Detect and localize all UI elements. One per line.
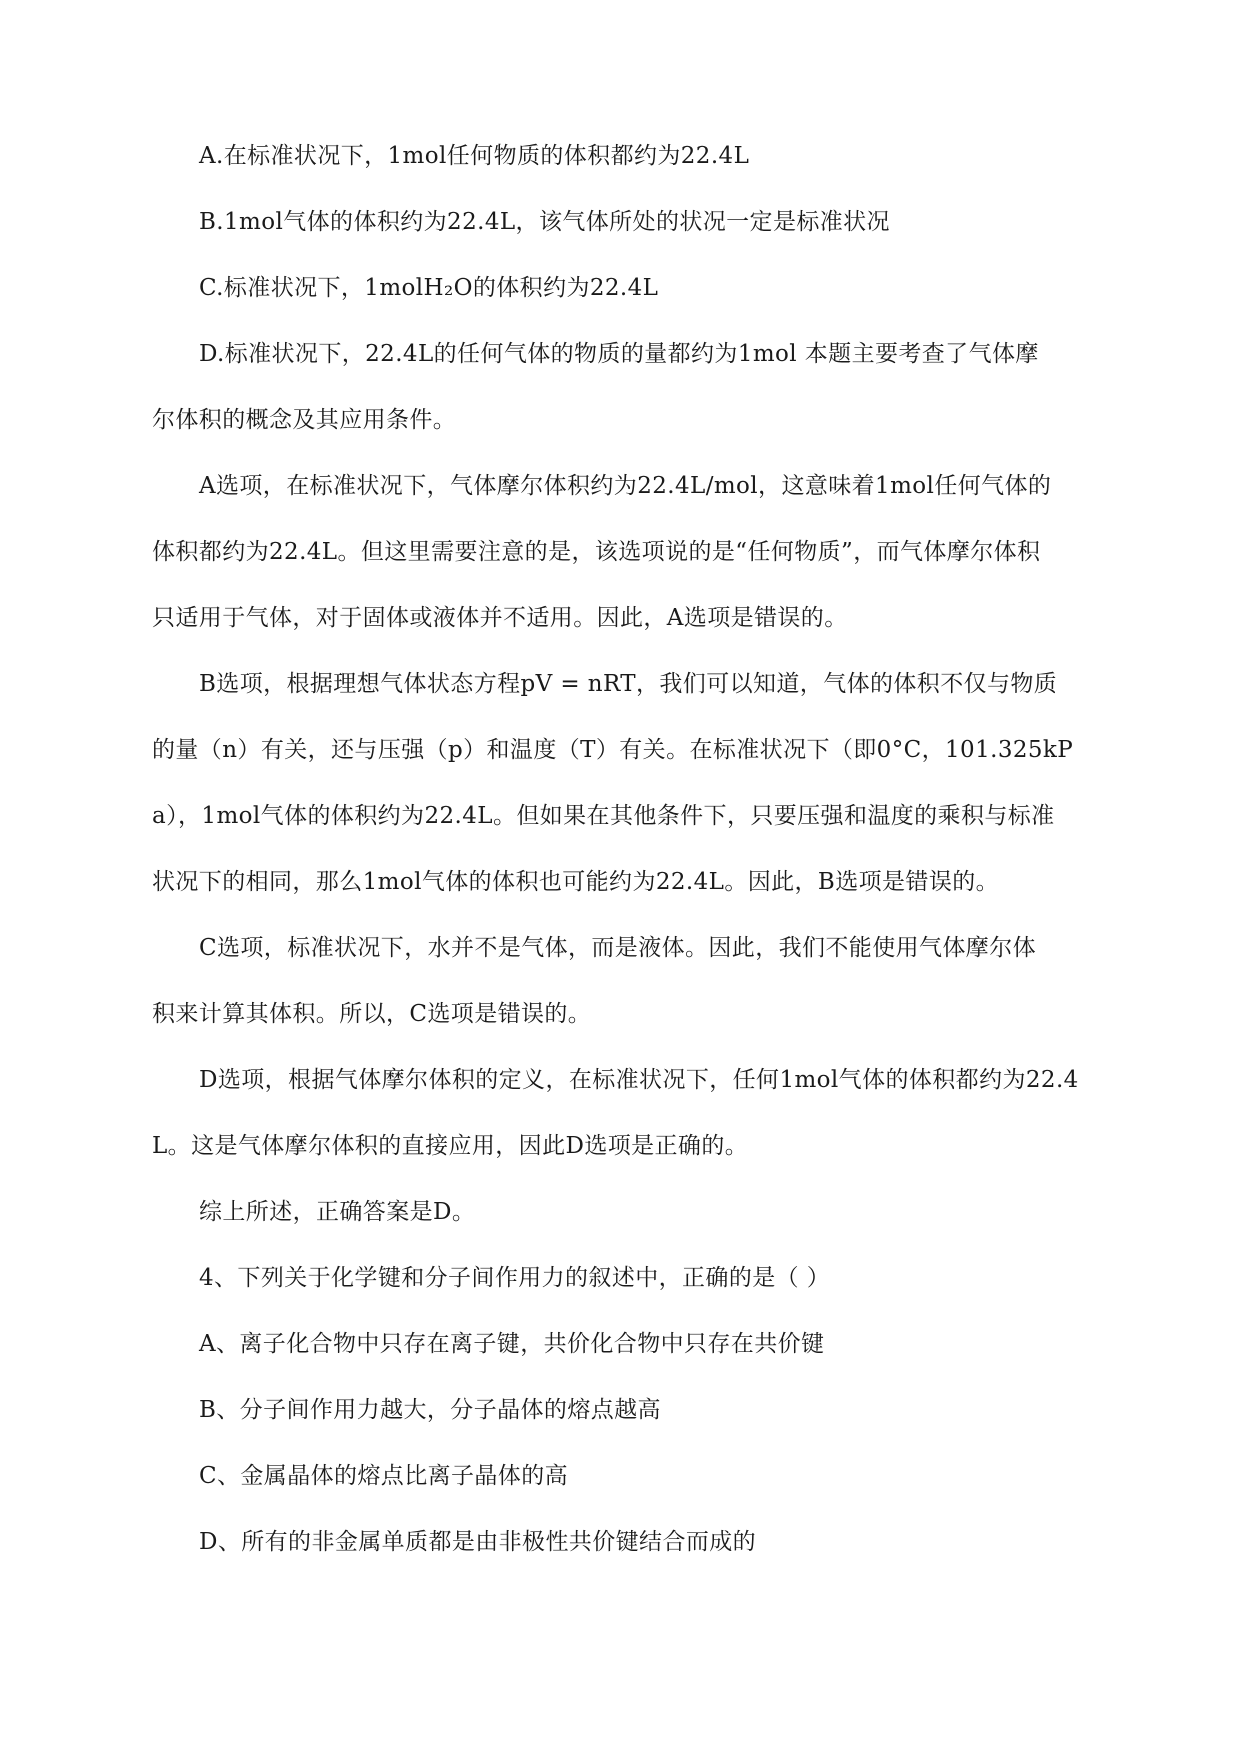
option-a-text: A.在标准状况下，1mol任何物质的体积都约为22.4L xyxy=(199,143,750,169)
question-4-option-b: B、分子间作用力越大，分子晶体的熔点越高 xyxy=(199,1397,661,1423)
option-c-text: C.标准状况下，1molH₂O的体积约为22.4L xyxy=(199,275,659,301)
question-4-option-d: D、所有的非金属单质都是由非极性共价键结合而成的 xyxy=(199,1529,757,1555)
option-b-text: B.1mol气体的体积约为22.4L，该气体所处的状况一定是标准状况 xyxy=(199,209,890,235)
question-4-option-c: C、金属晶体的熔点比离子晶体的高 xyxy=(199,1463,568,1489)
analysis-a-line-3: 只适用于气体，对于固体或液体并不适用。因此，A选项是错误的。 xyxy=(152,605,848,631)
analysis-a-line-1: A选项，在标准状况下，气体摩尔体积约为22.4L/mol，这意味着1mol任何气体的 xyxy=(199,473,1052,499)
question-4-option-a: A、离子化合物中只存在离子键，共价化合物中只存在共价键 xyxy=(199,1331,825,1357)
analysis-intro-continued: 尔体积的概念及其应用条件。 xyxy=(152,407,457,433)
option-d-text: D.标准状况下，22.4L的任何气体的物质的量都约为1mol 本题主要考查了气体摩 xyxy=(199,341,1039,367)
analysis-c-line-1: C选项，标准状况下，水并不是气体，而是液体。因此，我们不能使用气体摩尔体 xyxy=(199,935,1036,961)
analysis-d-line-1: D选项，根据气体摩尔体积的定义，在标准状况下，任何1mol气体的体积都约为22.4 xyxy=(199,1067,1079,1093)
analysis-b-line-2: 的量（n）有关，还与压强（p）和温度（T）有关。在标准状况下（即0°C，101.325kP xyxy=(152,737,1074,763)
analysis-a-line-2: 体积都约为22.4L。但这里需要注意的是，该选项说的是“任何物质”，而气体摩尔体积 xyxy=(152,539,1041,565)
analysis-c-line-2: 积来计算其体积。所以，C选项是错误的。 xyxy=(152,1001,592,1027)
analysis-b-line-3: a），1mol气体的体积约为22.4L。但如果在其他条件下，只要压强和温度的乘积与标准 xyxy=(152,803,1055,829)
conclusion-text: 综上所述，正确答案是D。 xyxy=(199,1199,476,1225)
analysis-d-line-2: L。这是气体摩尔体积的直接应用，因此D选项是正确的。 xyxy=(152,1133,749,1159)
analysis-b-line-4: 状况下的相同，那么1mol气体的体积也可能约为22.4L。因此，B选项是错误的。 xyxy=(152,869,1000,895)
analysis-b-line-1: B选项，根据理想气体状态方程pV = nRT，我们可以知道，气体的体积不仅与物质 xyxy=(199,671,1058,697)
question-4-stem: 4、下列关于化学键和分子间作用力的叙述中，正确的是（ ） xyxy=(199,1265,831,1291)
